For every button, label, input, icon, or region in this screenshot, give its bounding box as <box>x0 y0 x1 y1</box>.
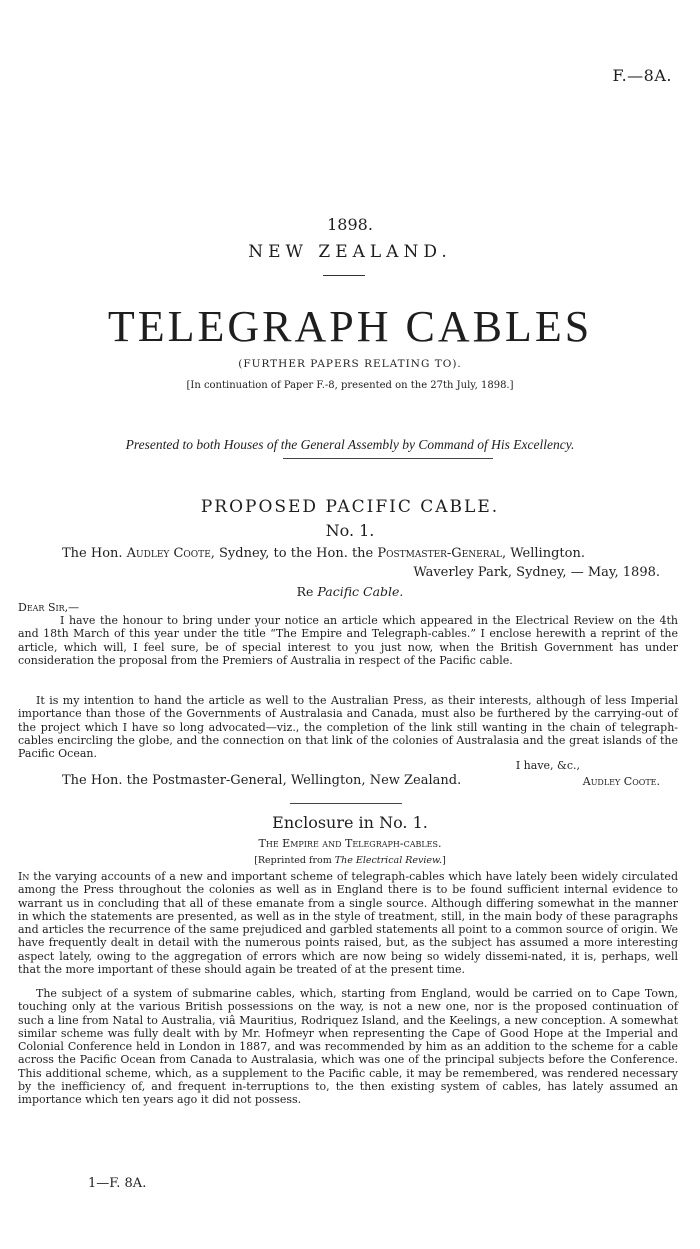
addressee: The Hon. the Postmaster-General, Wellington, New Zealand. <box>62 773 462 788</box>
presented-line: Presented to both Houses of the General Assembly by Command of His Excellency. <box>125 437 575 452</box>
enclosure-paragraph-1 <box>18 870 678 976</box>
from-name: Audley Coote <box>126 546 211 561</box>
salutation: Dear Sir,— <box>18 601 80 614</box>
note-suffix: ] <box>442 855 446 866</box>
from-mid: , Sydney, to the Hon. the <box>210 546 378 561</box>
re-subject: Pacific Cable. <box>317 584 404 599</box>
dateline: Waverley Park, Sydney, — May, 1898. <box>413 565 660 580</box>
enclosure-paragraph-2: The subject of a system of submarine cables, which, starting from England, would be carried on to Cape Town, touching only at the various British possessions on the way, is not a new one, nor is the proposed continuation of such a line from Natal to Australia, viâ Mauritius, Rodriquez Island, and the Keelings, a new conception. A somewhat similar scheme was fully dealt with by Mr. Hofmeyr when representing the Cape of Good Hope at the Imperial and Colonial Conference held in London in 1887, and was recommended by him as an addition to the scheme for a cable across the Pacific Ocean from Canada to Australasia, which was one of the principal subjects before the Conference. This additional scheme, which, as a supplement to the Pacific cable, it may be remembered, was rendered necessary by the inefficiency of, and frequent in-terruptions to, the then existing system of cables, has lately assumed an importance which ten years ago it did not possess. <box>18 987 678 1107</box>
paper-reference: F.—8A. <box>612 66 672 85</box>
closing: I have, &c., <box>515 759 580 772</box>
note-source: The Electrical Review. <box>334 855 443 866</box>
divider <box>290 803 402 804</box>
enclosure-paragraph-1-text: the varying accounts of a new and important scheme of telegraph-cables which have lately been widely circulated among the Press throughout the colonies as well as in England there is to be found sufficient internal evidence to warrant us in concluding that all of these emanate from a single source. Although differing somewhat in the manner in which the statements are presented, as well as in the style of treatment, still, in the main body of these paragraphs and articles the recurrence of the same prejudiced and garbled statements all point to a common source of origin. We have frequently dealt in detail with the numerous points raised, but, as the subject has assumed a more interesting aspect lately, owing to the aggregation of errors which are now being so widely dissemi-nated, it is, perhaps, well that the more important of these should again be treated of at the present time. <box>18 870 678 977</box>
signature: Audley Coote. <box>582 775 660 788</box>
letter-paragraph-2: It is my intention to hand the article as well to the Australian Press, as their interests, although of less Imperial importance than those of the Governments of Australasia and Canada, must also be furthered by the carrying-out of the project which I have so long advocated—viz., the completion of the link still wanting in the chain of telegraph-cables encircling the globe, and the connection on that link of the colonies of Australasia and the great islands of the Pacific Ocean. <box>18 694 678 761</box>
document-subtitle: (FURTHER PAPERS RELATING TO). <box>238 358 462 370</box>
section-title: PROPOSED PACIFIC CABLE. <box>200 497 500 517</box>
continuation-note: [In continuation of Paper F.-8, presented on the 27th July, 1898.] <box>186 380 514 391</box>
section-number: No. 1. <box>325 521 375 540</box>
enclosure-subtitle: The Empire and Telegraph-cables. <box>258 837 442 850</box>
re-prefix: Re <box>296 584 318 599</box>
signature-mark: 1—F. 8A. <box>88 1176 147 1191</box>
divider <box>323 275 365 276</box>
enclosure-title: Enclosure in No. 1. <box>272 813 428 832</box>
year: 1898. <box>327 215 373 234</box>
re-line <box>0 584 700 599</box>
document-title: TELEGRAPH CABLES <box>107 302 593 351</box>
enclosure-note <box>0 855 700 866</box>
to-place: , Wellington. <box>501 546 585 561</box>
from-to-line <box>62 546 585 561</box>
country: NEW ZEALAND. <box>248 242 452 262</box>
divider <box>283 458 493 459</box>
from-prefix: The Hon. <box>62 546 127 561</box>
letter-paragraph-1: I have the honour to bring under your notice an article which appeared in the Electrical Review on the 4th and 18th March of this year under the title “The Empire and Telegraph-cables.” I enclose herewith a reprint of the article, which will, I feel sure, be of special interest to you just now, when the British Government has under consideration the proposal from the Premiers of Australia in respect of the Pacific cable. <box>18 614 678 667</box>
enclosure-lead: In <box>18 870 30 883</box>
to-name: Postmaster-General <box>377 546 502 561</box>
note-prefix: [Reprinted from <box>254 855 335 866</box>
